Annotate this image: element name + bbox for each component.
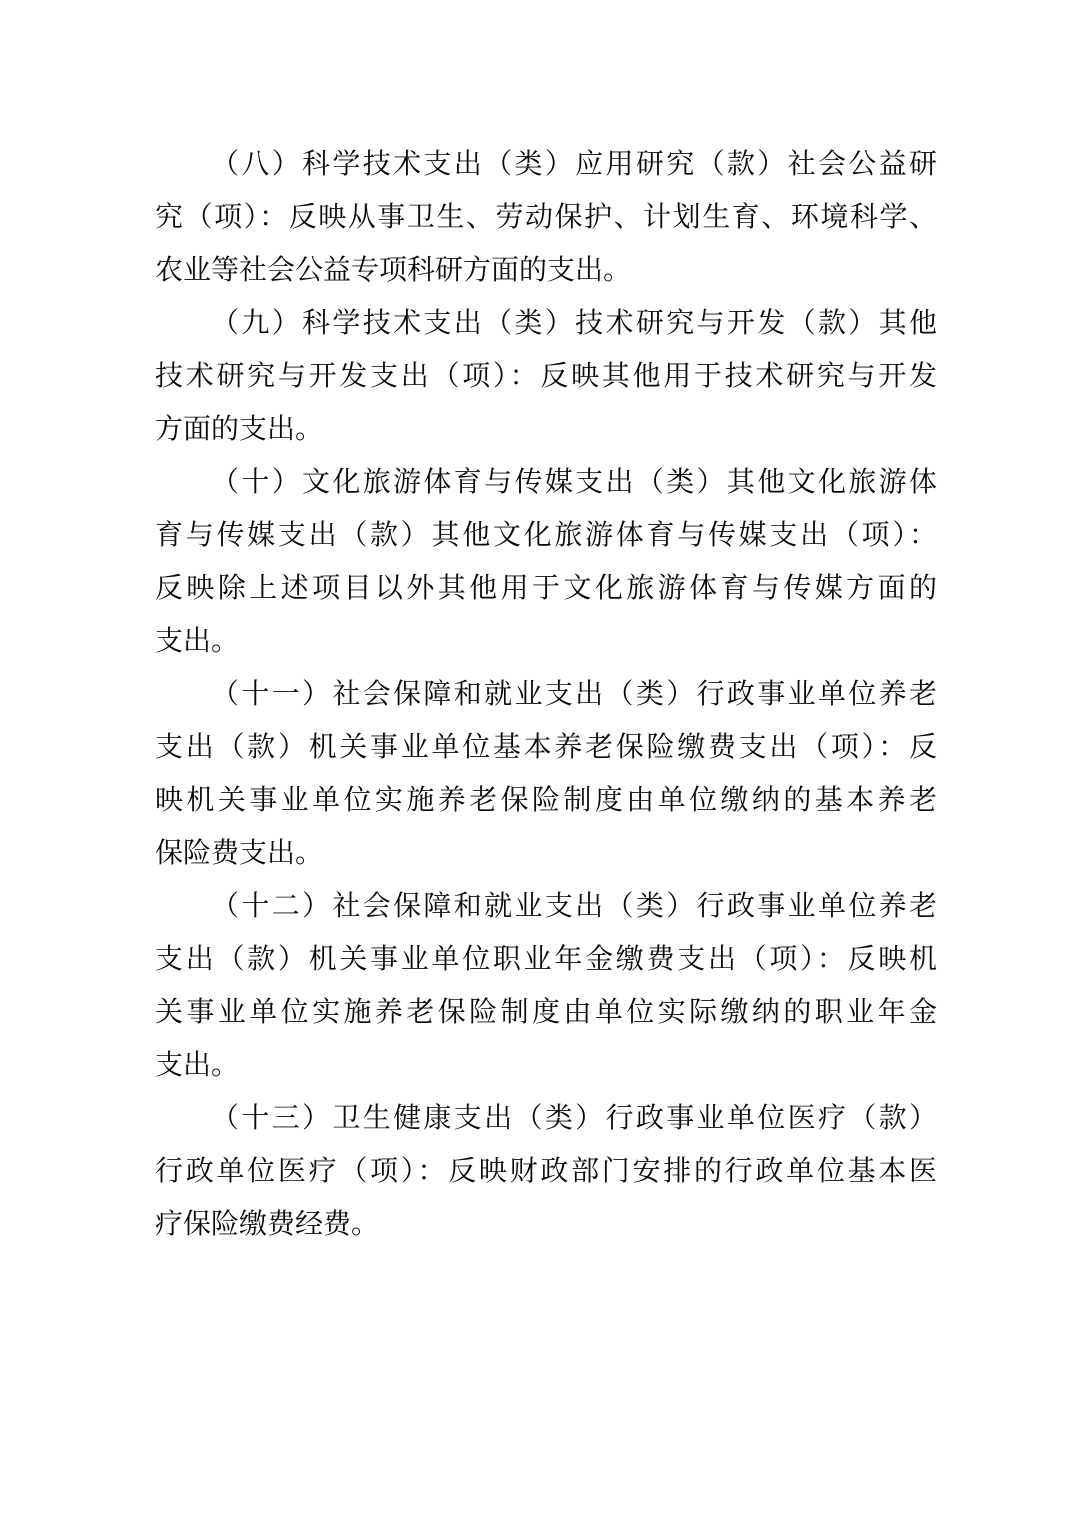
text-line: （十二）社会保障和就业支出（类）行政事业单位养老 [211, 889, 937, 922]
text-line: 反映除上述项目以外其他用于文化旅游体育与传媒方面的 [155, 571, 937, 604]
text-line: （八）科学技术支出（类）应用研究（款）社会公益研 [211, 147, 937, 180]
text-line: 支出。 [155, 624, 240, 657]
text-line: （九）科学技术支出（类）技术研究与开发（款）其他 [211, 306, 937, 339]
paragraph [155, 296, 937, 455]
text-line: 技术研究与开发支出（项）：反映其他用于技术研究与开发 [155, 359, 937, 392]
text-line: 育与传媒支出（款）其他文化旅游体育与传媒支出（项）： [155, 518, 937, 551]
text-line: 方面的支出。 [155, 412, 324, 445]
text-line: 支出。 [155, 1048, 240, 1081]
paragraph [155, 455, 937, 667]
paragraph [155, 667, 937, 879]
text-line: （十三）卫生健康支出（类）行政事业单位医疗（款） [211, 1101, 937, 1134]
paragraph [155, 879, 937, 1091]
text-line: 疗保险缴费经费。 [155, 1207, 380, 1240]
text-line: 关事业单位实施养老保险制度由单位实际缴纳的职业年金 [155, 995, 937, 1028]
text-block [155, 137, 937, 1250]
text-line: 农业等社会公益专项科研方面的支出。 [155, 253, 632, 286]
text-line: （十）文化旅游体育与传媒支出（类）其他文化旅游体 [211, 465, 937, 498]
text-line: 保险费支出。 [155, 836, 324, 869]
paragraph [155, 137, 937, 296]
text-line: 映机关事业单位实施养老保险制度由单位缴纳的基本养老 [155, 783, 937, 816]
text-line: 究（项）：反映从事卫生、劳动保护、计划生育、环境科学、 [155, 200, 937, 233]
paragraph [155, 1091, 937, 1250]
text-line: （十一）社会保障和就业支出（类）行政事业单位养老 [211, 677, 937, 710]
text-line: 支出（款）机关事业单位职业年金缴费支出（项）：反映机 [155, 942, 937, 975]
text-line: 行政单位医疗（项）：反映财政部门安排的行政单位基本医 [155, 1154, 937, 1187]
text-line: 支出（款）机关事业单位基本养老保险缴费支出（项）：反 [155, 730, 937, 763]
